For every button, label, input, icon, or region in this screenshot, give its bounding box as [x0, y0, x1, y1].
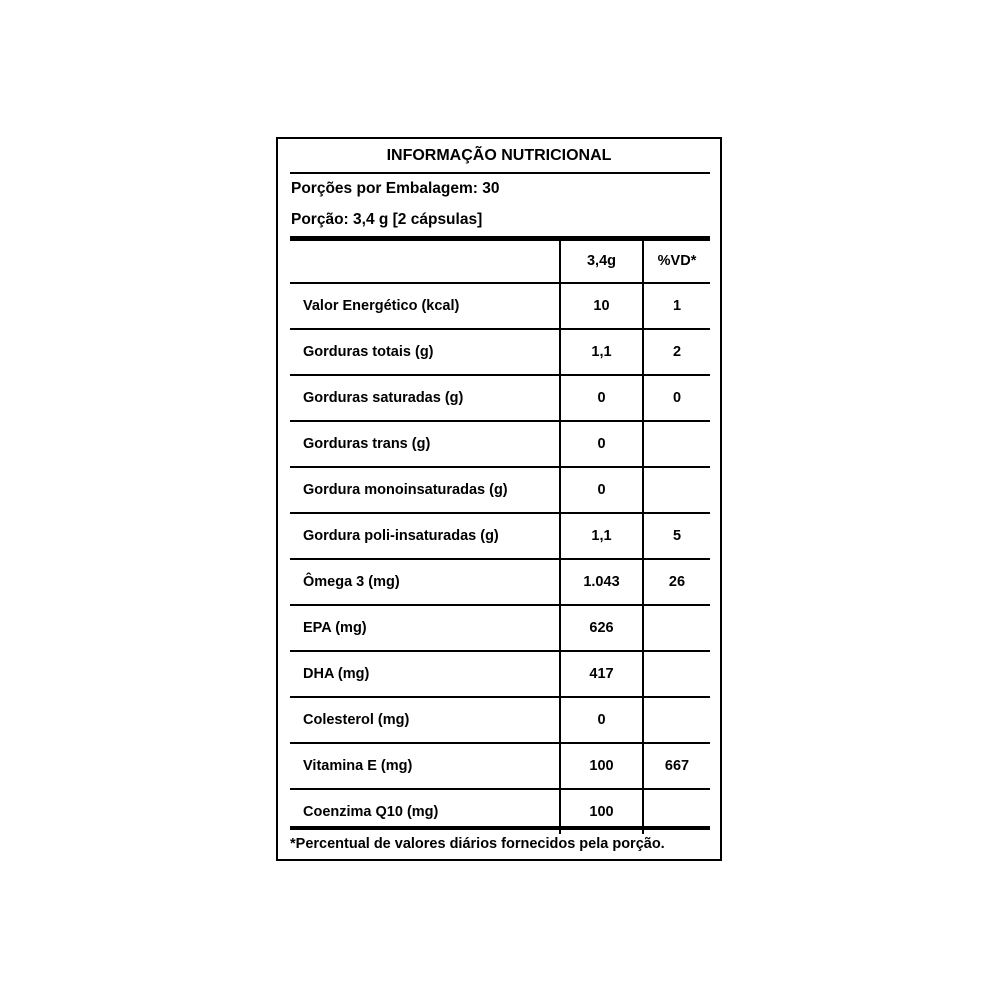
amount-cell: 417	[560, 651, 643, 697]
dv-cell: 26	[643, 559, 710, 605]
dv-cell	[643, 467, 710, 513]
amount-cell: 0	[560, 375, 643, 421]
servings-per-package: Porções por Embalagem: 30	[291, 180, 500, 197]
amount-cell: 100	[560, 743, 643, 789]
nutrient-name-cell: Gorduras saturadas (g)	[290, 375, 560, 421]
table-row	[290, 467, 710, 513]
nutrient-name-cell: Gordura poli-insaturadas (g)	[290, 513, 560, 559]
amount-cell: 100	[560, 789, 643, 834]
nutrient-name-cell: Ômega 3 (mg)	[290, 559, 560, 605]
amount-cell: 1,1	[560, 513, 643, 559]
nutrition-facts-label	[276, 137, 722, 861]
table-row	[290, 283, 710, 329]
nutrient-name-cell: EPA (mg)	[290, 605, 560, 651]
table-row	[290, 329, 710, 375]
table-row	[290, 513, 710, 559]
dv-cell	[643, 421, 710, 467]
nutrient-name-cell: Coenzima Q10 (mg)	[290, 789, 560, 834]
amount-cell: 0	[560, 697, 643, 743]
dv-cell: 5	[643, 513, 710, 559]
header-amount-cell: 3,4g	[560, 240, 643, 283]
table-row	[290, 651, 710, 697]
nutrient-name-cell: Colesterol (mg)	[290, 697, 560, 743]
amount-cell: 10	[560, 283, 643, 329]
nutrient-name-cell: Valor Energético (kcal)	[290, 283, 560, 329]
amount-cell: 0	[560, 421, 643, 467]
nutrient-name-cell: DHA (mg)	[290, 651, 560, 697]
table-row	[290, 697, 710, 743]
table-row	[290, 421, 710, 467]
dv-cell	[643, 697, 710, 743]
table-row	[290, 743, 710, 789]
table-row	[290, 559, 710, 605]
table-header-row	[290, 240, 710, 283]
dv-cell	[643, 605, 710, 651]
header-name-cell	[290, 240, 560, 283]
dv-cell	[643, 651, 710, 697]
title-divider	[290, 172, 710, 174]
bottom-thick-divider	[290, 826, 710, 830]
table-row	[290, 605, 710, 651]
amount-cell: 1.043	[560, 559, 643, 605]
nutrient-name-cell: Vitamina E (mg)	[290, 743, 560, 789]
dv-cell: 0	[643, 375, 710, 421]
nutrition-table	[290, 240, 710, 834]
nutrient-name-cell: Gorduras totais (g)	[290, 329, 560, 375]
nutrient-name-cell: Gorduras trans (g)	[290, 421, 560, 467]
portion-size: Porção: 3,4 g [2 cápsulas]	[291, 211, 483, 228]
header-dv-cell: %VD*	[643, 240, 710, 283]
label-title: INFORMAÇÃO NUTRICIONAL	[386, 147, 612, 164]
table-row	[290, 375, 710, 421]
amount-cell: 626	[560, 605, 643, 651]
dv-cell: 1	[643, 283, 710, 329]
dv-cell: 667	[643, 743, 710, 789]
footnote: *Percentual de valores diários fornecidos pela porção.	[290, 836, 665, 852]
dv-cell: 2	[643, 329, 710, 375]
amount-cell: 0	[560, 467, 643, 513]
amount-cell: 1,1	[560, 329, 643, 375]
nutrient-name-cell: Gordura monoinsaturadas (g)	[290, 467, 560, 513]
